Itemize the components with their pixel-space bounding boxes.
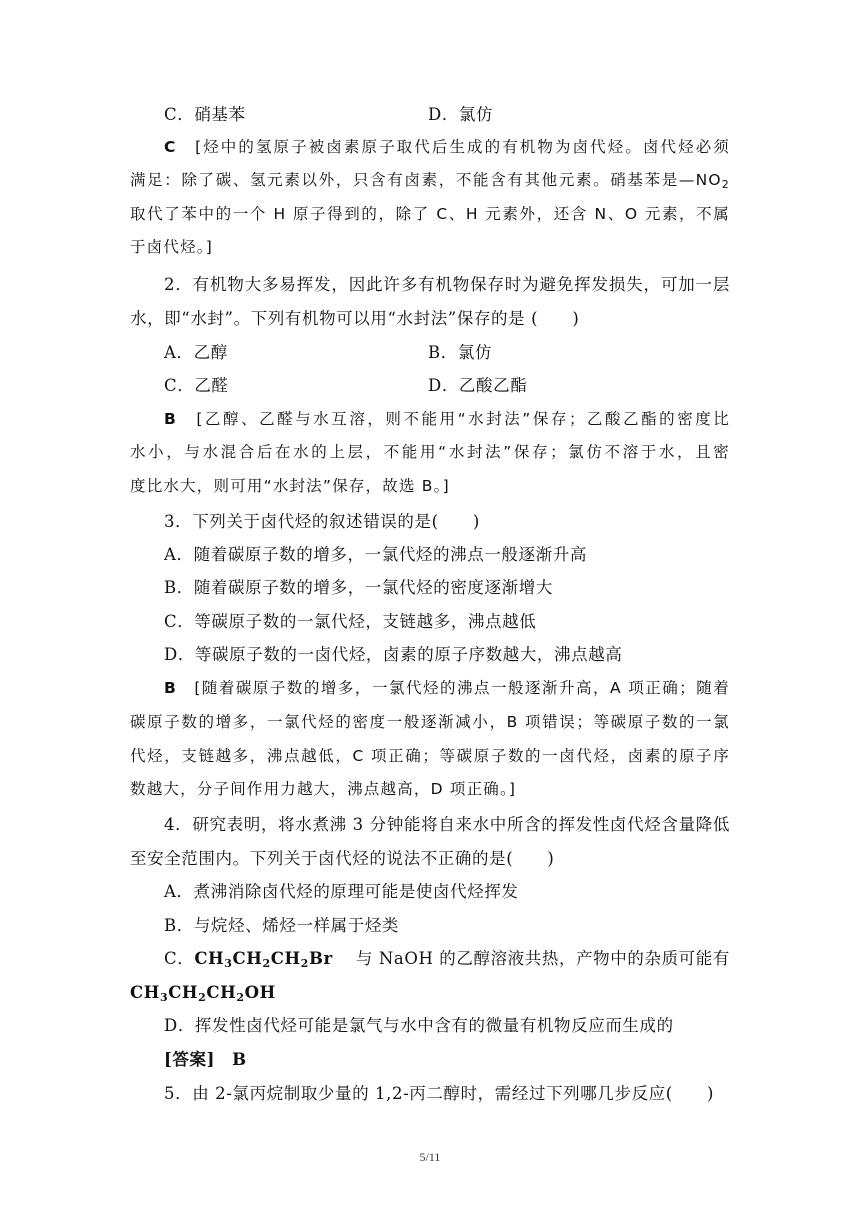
- q4-stem-line: 至安全范围内。下列关于卤代烃的说法不正确的是( ): [130, 849, 555, 868]
- q1-answer-letter: C: [164, 138, 177, 156]
- q1-option-c: C．硝基苯: [164, 105, 246, 124]
- q3-answer-letter: B: [164, 679, 178, 697]
- q2-option-row: [164, 336, 764, 369]
- q3-explain-text: [随着碳原子数的增多，一氯代烃的沸点一般逐渐升高，A 项正确；随着: [194, 679, 730, 697]
- q1-option-row: [164, 98, 764, 131]
- q4-formula-product: $CH_3CH_2CH_2OH$: [130, 983, 276, 1004]
- q2-answer-letter: B: [164, 410, 178, 428]
- q3-option-d: D．等碳原子数的一卤代烃，卤素的原子序数越大，沸点越高: [164, 645, 623, 664]
- q3-explanation-line: [130, 706, 730, 739]
- q3-explanation-line: [164, 672, 730, 705]
- page-number: 5/11: [419, 1150, 441, 1164]
- q1-explain-text: [烃中的氢原子被卤素原子取代后生成的有机物为卤代烃。卤代烃必须: [195, 138, 731, 156]
- q2-option-c: C．乙醛: [164, 376, 229, 395]
- q2-option-d: D．乙酸乙酯: [428, 376, 528, 395]
- q4-option-b: B．与烷烃、烯烃一样属于烃类: [164, 916, 400, 935]
- q4-answer-letter: B: [232, 1050, 247, 1069]
- q2-explain-text: 度比水大，则可用“水封法”保存，故选 B。]: [130, 477, 450, 495]
- q2-explanation-line: [130, 436, 730, 469]
- q1-explanation-line: [164, 131, 730, 164]
- q3-explanation-line: [130, 773, 730, 806]
- q4-option-c-text: 与 NaOH 的乙醇溶液共热，产物中的杂质可能有: [355, 949, 730, 968]
- q1-explanation-line: [130, 198, 730, 231]
- q4-option-a: A．煮沸消除卤代烃的原理可能是使卤代烃挥发: [164, 882, 519, 901]
- q3-explanation-line: [130, 740, 730, 773]
- q2-option-b: B．氯仿: [428, 343, 493, 362]
- q3-stem: 3．下列关于卤代烃的叙述错误的是( ): [164, 512, 480, 531]
- q2-explain-text: [乙醇、乙醛与水互溶，则不能用“水封法”保存；乙酸乙酯的密度比: [196, 410, 730, 428]
- q1-option-d: D．氯仿: [428, 105, 494, 124]
- q1-explanation-line: [130, 231, 730, 264]
- q2-stem-line: 2．有机物大多易挥发，因此许多有机物保存时为避免挥发损失，可加一层: [164, 275, 730, 294]
- q3-explain-text: 数越大，分子间作用力越大，沸点越高，D 项正确。]: [130, 780, 517, 798]
- q2-explanation-line: [130, 470, 730, 503]
- q3-option-c: C．等碳原子数的一氯代烃，支链越多，沸点越低: [164, 612, 537, 631]
- q3-explain-text: 碳原子数的增多，一氯代烃的密度一般逐渐减小，B 项错误；等碳原子数的一氯: [130, 713, 730, 731]
- q2-option-a: A．乙醇: [164, 343, 228, 362]
- no2-subscript: 2: [721, 178, 730, 191]
- q4-option-c: [164, 942, 730, 975]
- q2-option-row: [164, 369, 764, 402]
- q1-explain-text: 于卤代烃。]: [130, 238, 213, 256]
- q5-stem: 5．由 2-氯丙烷制取少量的 1,2-丙二醇时，需经过下列哪几步反应( ): [164, 1084, 715, 1103]
- q4-stem-line: 4．研究表明，将水煮沸 3 分钟能将自来水中所含的挥发性卤代烃含量降低: [164, 815, 730, 834]
- q3-explain-text: 代烃，支链越多，沸点越低，C 项正确；等碳原子数的一卤代烃，卤素的原子序: [130, 747, 730, 765]
- q1-explain-text: 满足：除了碳、氢元素以外，只含有卤素，不能含有其他元素。硝基苯是—NO: [130, 171, 722, 189]
- q4-option-c-label: C．: [164, 949, 195, 968]
- q4-answer-label: [答案]: [164, 1050, 216, 1069]
- q4-option-c-continued: [130, 976, 730, 1009]
- q2-explain-text: 水小，与水混合后在水的上层，不能用“水封法”保存；氯仿不溶于水，且密: [130, 443, 730, 461]
- q4-option-d: D．挥发性卤代烃可能是氯气与水中含有的微量有机物反应而生成的: [164, 1016, 674, 1035]
- q2-explanation-line: [164, 403, 730, 436]
- q1-explain-text: 取代了苯中的一个 H 原子得到的，除了 C、H 元素外，还含 N、O 元素，不属: [130, 205, 730, 223]
- q1-explanation-line: [130, 164, 730, 197]
- q3-option-b: B．随着碳原子数的增多，一氯代烃的密度逐渐增大: [164, 578, 553, 597]
- q2-stem-line: 水，即“水封”。下列有机物可以用“水封法”保存的是 ( ): [130, 309, 580, 328]
- q4-answer: [164, 1043, 764, 1076]
- q4-formula-reactant: $CH_3CH_2CH_2Br$: [194, 949, 333, 970]
- q3-option-a: A．随着碳原子数的增多，一氯代烃的沸点一般逐渐升高: [164, 545, 587, 564]
